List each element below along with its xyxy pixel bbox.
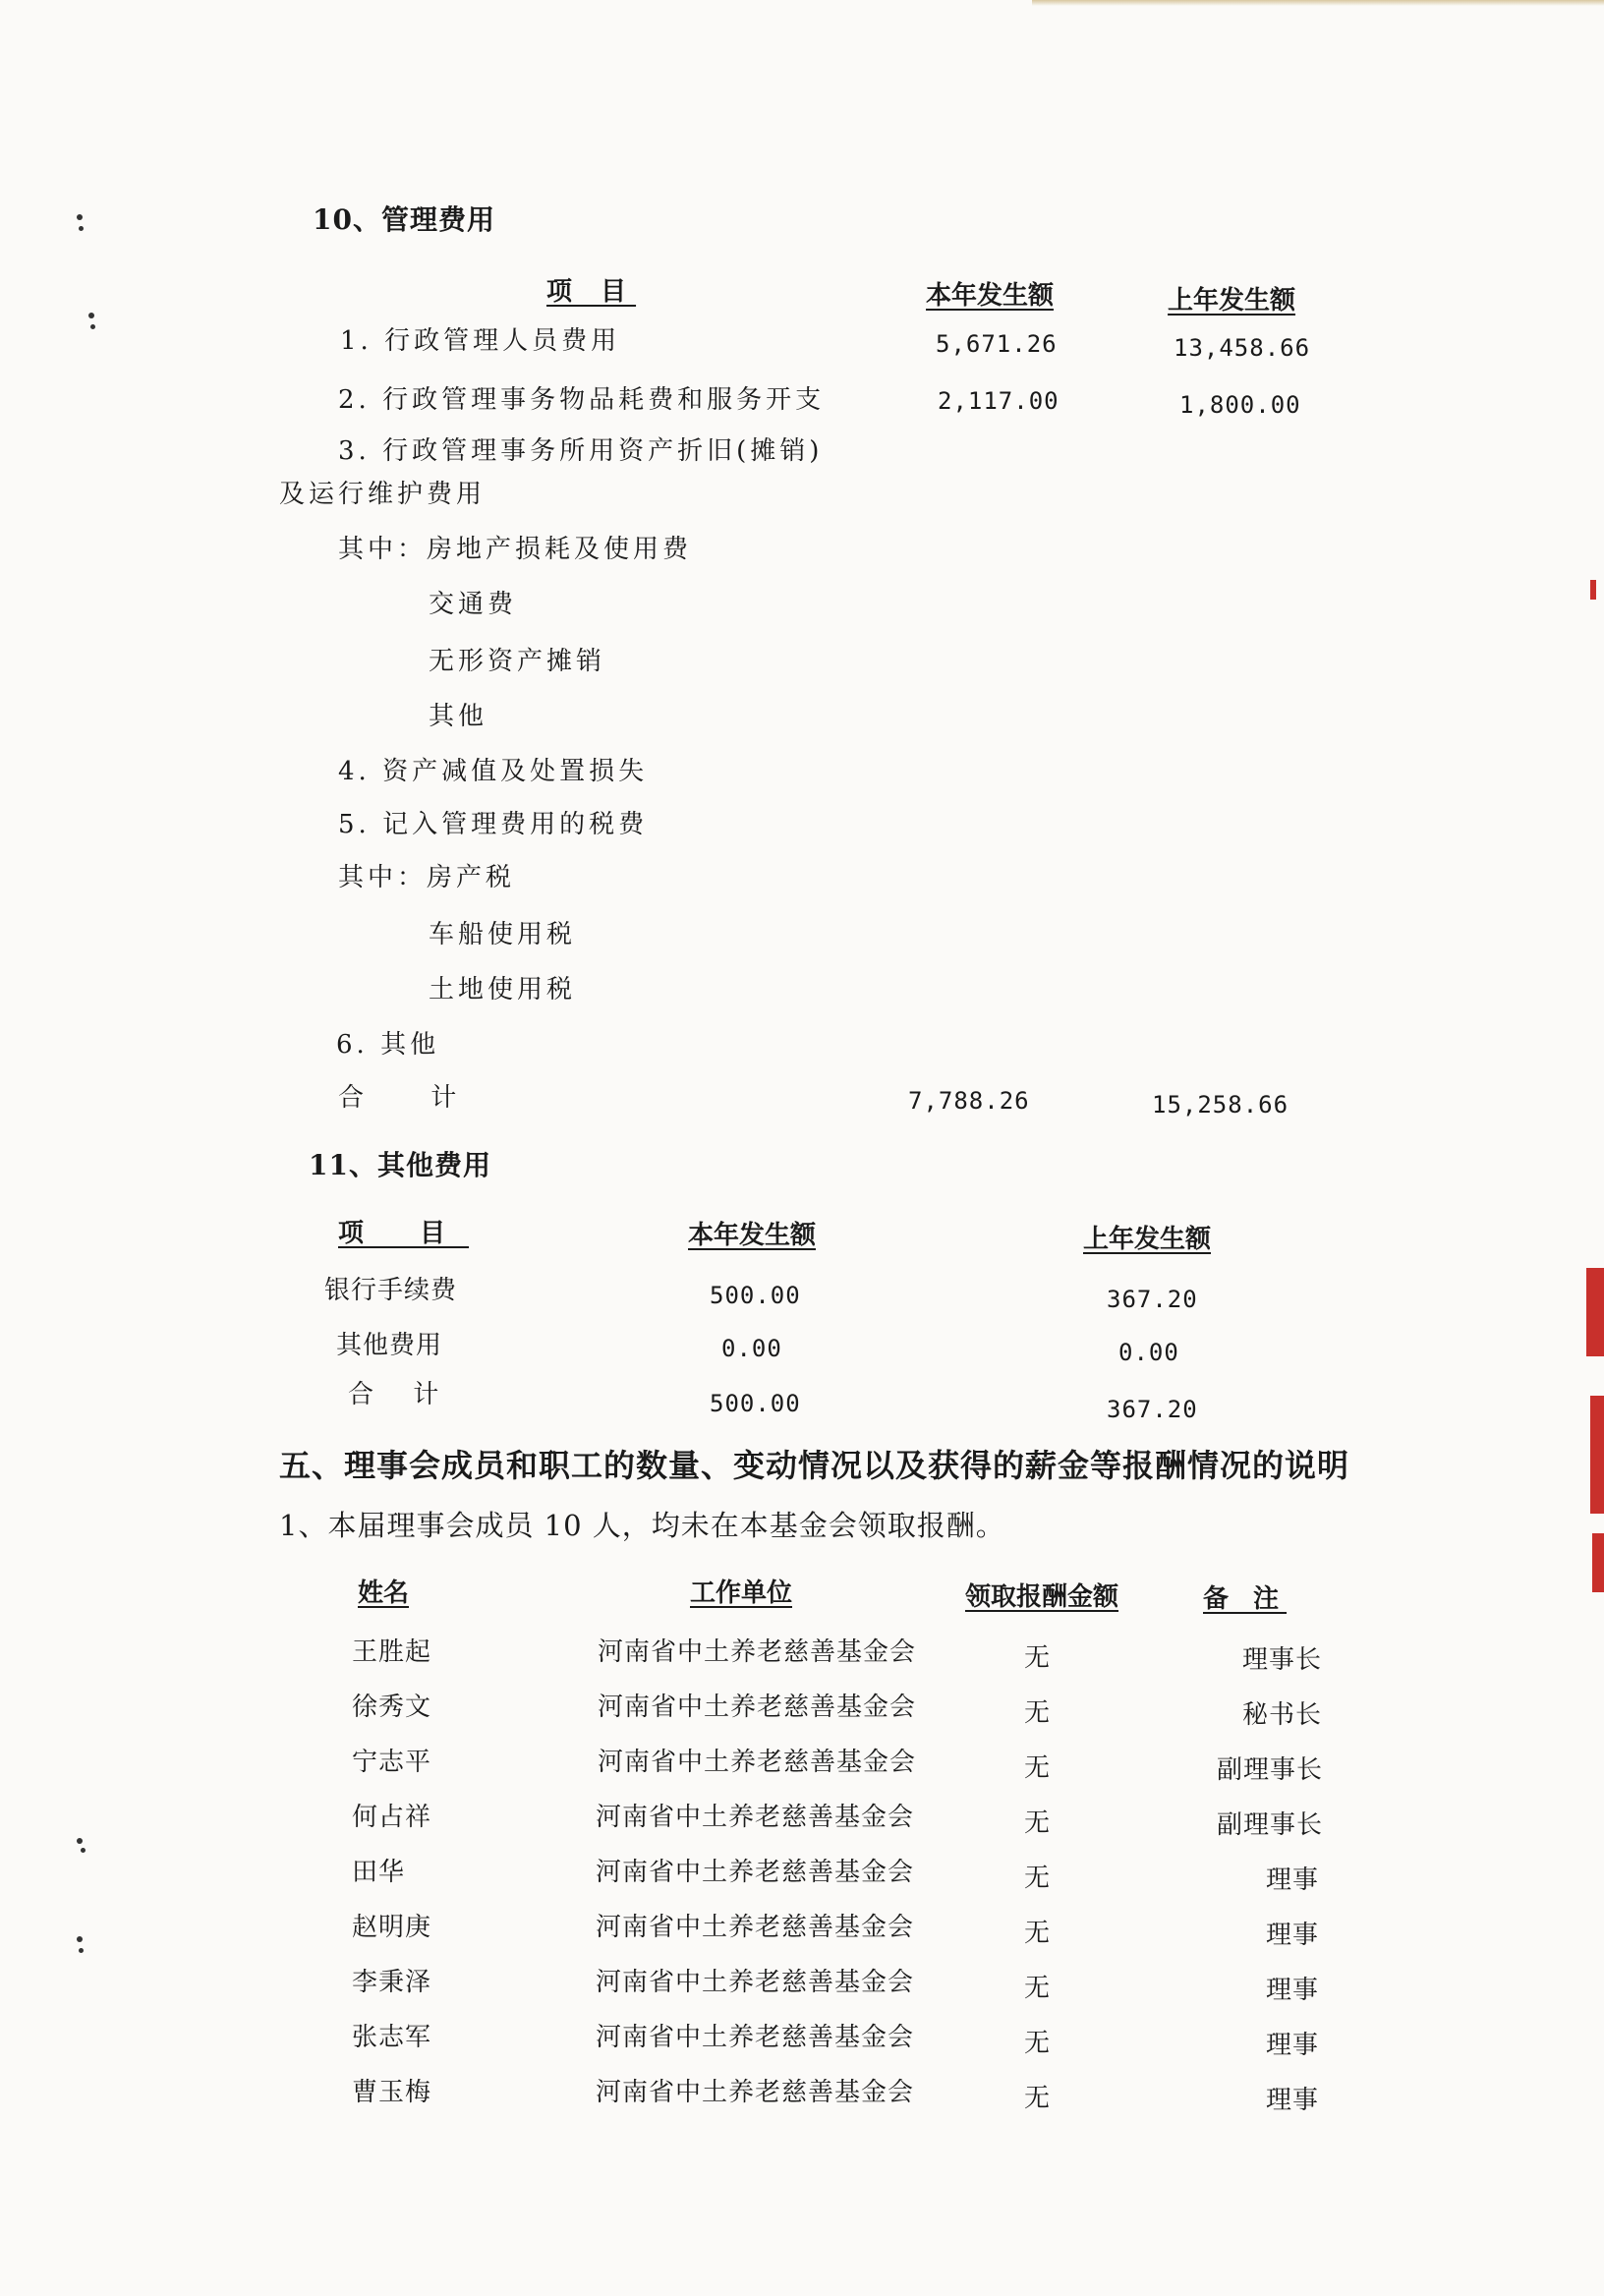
member-name: 田华 — [352, 1858, 406, 1887]
member-name: 李秉泽 — [352, 1968, 432, 1997]
member-name: 徐秀文 — [352, 1693, 432, 1722]
s11-row-label: 银行手续费 — [324, 1276, 458, 1305]
member-pay: 无 — [1024, 2029, 1052, 2058]
seal-edge-mark — [1590, 1396, 1604, 1514]
s10-row-previous: 1,800.00 — [1179, 391, 1301, 419]
member-pay: 无 — [1024, 1698, 1052, 1728]
s10-total-label: 合 计 — [338, 1083, 487, 1113]
member-pay: 无 — [1024, 1919, 1052, 1948]
s10-row-label: 2. 行政管理事务物品耗费和服务开支 — [338, 385, 826, 415]
member-name: 赵明庚 — [352, 1913, 432, 1942]
binder-mark — [77, 1838, 83, 1844]
s10-row-previous: 13,458.66 — [1174, 334, 1311, 362]
member-pay: 无 — [1024, 1974, 1052, 2003]
s11-row-previous: 367.20 — [1107, 1286, 1198, 1313]
s10-header-previous: 上年发生额 — [1168, 286, 1296, 316]
s10-header-current: 本年发生额 — [926, 281, 1055, 311]
s11-total-current: 500.00 — [710, 1390, 801, 1417]
seal-edge-mark — [1590, 580, 1596, 600]
member-note: 理事 — [1266, 1921, 1320, 1950]
binder-mark — [77, 214, 83, 220]
s11-header-previous: 上年发生额 — [1083, 1225, 1212, 1254]
member-note: 副理事长 — [1217, 1810, 1324, 1840]
member-name: 张志军 — [352, 2023, 432, 2052]
members-header-note: 备 注 — [1203, 1584, 1288, 1614]
s10-row-label: 5. 记入管理费用的税费 — [338, 810, 649, 839]
section5-paragraph: 1、本届理事会成员 10 人，均未在本基金会领取报酬。 — [279, 1509, 1005, 1542]
s10-row-label: 车船使用税 — [429, 920, 577, 949]
members-header-pay: 领取报酬金额 — [965, 1582, 1119, 1612]
member-note: 秘书长 — [1242, 1700, 1323, 1730]
binder-mark — [77, 1936, 83, 1942]
member-name: 何占祥 — [352, 1803, 432, 1832]
member-unit: 河南省中土养老慈善基金会 — [598, 1748, 917, 1777]
member-unit: 河南省中土养老慈善基金会 — [596, 1803, 915, 1832]
binder-mark — [81, 1848, 86, 1853]
s10-row-label: 其中：房地产损耗及使用费 — [338, 535, 693, 564]
member-unit: 河南省中土养老慈善基金会 — [598, 1637, 917, 1667]
s10-row-current: 2,117.00 — [938, 387, 1060, 415]
section10-title: 10、管理费用 — [313, 203, 495, 236]
member-pay: 无 — [1024, 1643, 1052, 1673]
s11-header-current: 本年发生额 — [688, 1221, 817, 1250]
member-name: 王胜起 — [352, 1637, 432, 1667]
member-note: 副理事长 — [1217, 1755, 1324, 1785]
seal-edge-mark — [1586, 1268, 1604, 1356]
members-header-unit: 工作单位 — [690, 1578, 793, 1608]
member-unit: 河南省中土养老慈善基金会 — [596, 1913, 915, 1942]
s10-total-previous: 15,258.66 — [1152, 1091, 1289, 1119]
member-pay: 无 — [1024, 1864, 1052, 1893]
member-note: 理事 — [1266, 1866, 1320, 1895]
member-note: 理事 — [1266, 2086, 1320, 2115]
seal-edge-mark — [1592, 1533, 1604, 1592]
member-note: 理事长 — [1242, 1645, 1323, 1675]
s10-total-current: 7,788.26 — [908, 1087, 1030, 1115]
paper-top-edge — [1032, 0, 1604, 6]
binder-mark — [90, 324, 95, 329]
member-pay: 无 — [1024, 1753, 1052, 1783]
s10-row-label: 其他 — [429, 702, 488, 731]
member-name: 宁志平 — [352, 1748, 432, 1777]
members-header-name: 姓名 — [358, 1578, 410, 1608]
s10-row-label: 交通费 — [429, 590, 518, 619]
s10-row-label: 及运行维护费用 — [279, 480, 487, 509]
binder-mark — [79, 1948, 84, 1953]
s11-total-label: 合 计 — [348, 1380, 455, 1409]
binder-mark — [79, 226, 84, 231]
member-pay: 无 — [1024, 2084, 1052, 2113]
s11-row-label: 其他费用 — [336, 1331, 443, 1360]
section11-title: 11、其他费用 — [309, 1149, 491, 1181]
s10-row-label: 6. 其他 — [336, 1030, 440, 1060]
member-unit: 河南省中土养老慈善基金会 — [596, 2078, 915, 2107]
binder-mark — [88, 313, 94, 318]
s10-row-label: 4. 资产减值及处置损失 — [338, 757, 649, 786]
member-unit: 河南省中土养老慈善基金会 — [596, 1968, 915, 1997]
s10-row-label: 土地使用税 — [429, 975, 577, 1004]
member-note: 理事 — [1266, 1976, 1320, 2005]
s11-row-current: 500.00 — [710, 1282, 801, 1309]
member-pay: 无 — [1024, 1808, 1052, 1838]
s11-header-item: 项 目 — [338, 1219, 470, 1248]
s10-header-item: 项 目 — [546, 277, 637, 307]
s10-row-label: 无形资产摊销 — [429, 647, 606, 676]
member-note: 理事 — [1266, 2031, 1320, 2060]
member-unit: 河南省中土养老慈善基金会 — [596, 1858, 915, 1887]
s11-row-current: 0.00 — [721, 1335, 782, 1362]
s11-total-previous: 367.20 — [1107, 1396, 1198, 1423]
s10-row-label: 3. 行政管理事务所用资产折旧(摊销) — [338, 436, 824, 466]
member-unit: 河南省中土养老慈善基金会 — [598, 1693, 917, 1722]
section5-title: 五、理事会成员和职工的数量、变动情况以及获得的薪金等报酬情况的说明 — [279, 1447, 1350, 1484]
s10-row-label: 1. 行政管理人员费用 — [340, 326, 621, 356]
s10-row-current: 5,671.26 — [936, 330, 1058, 358]
s10-row-label: 其中：房产税 — [338, 863, 516, 892]
member-name: 曹玉梅 — [352, 2078, 432, 2107]
s11-row-previous: 0.00 — [1118, 1339, 1179, 1366]
member-unit: 河南省中土养老慈善基金会 — [596, 2023, 915, 2052]
